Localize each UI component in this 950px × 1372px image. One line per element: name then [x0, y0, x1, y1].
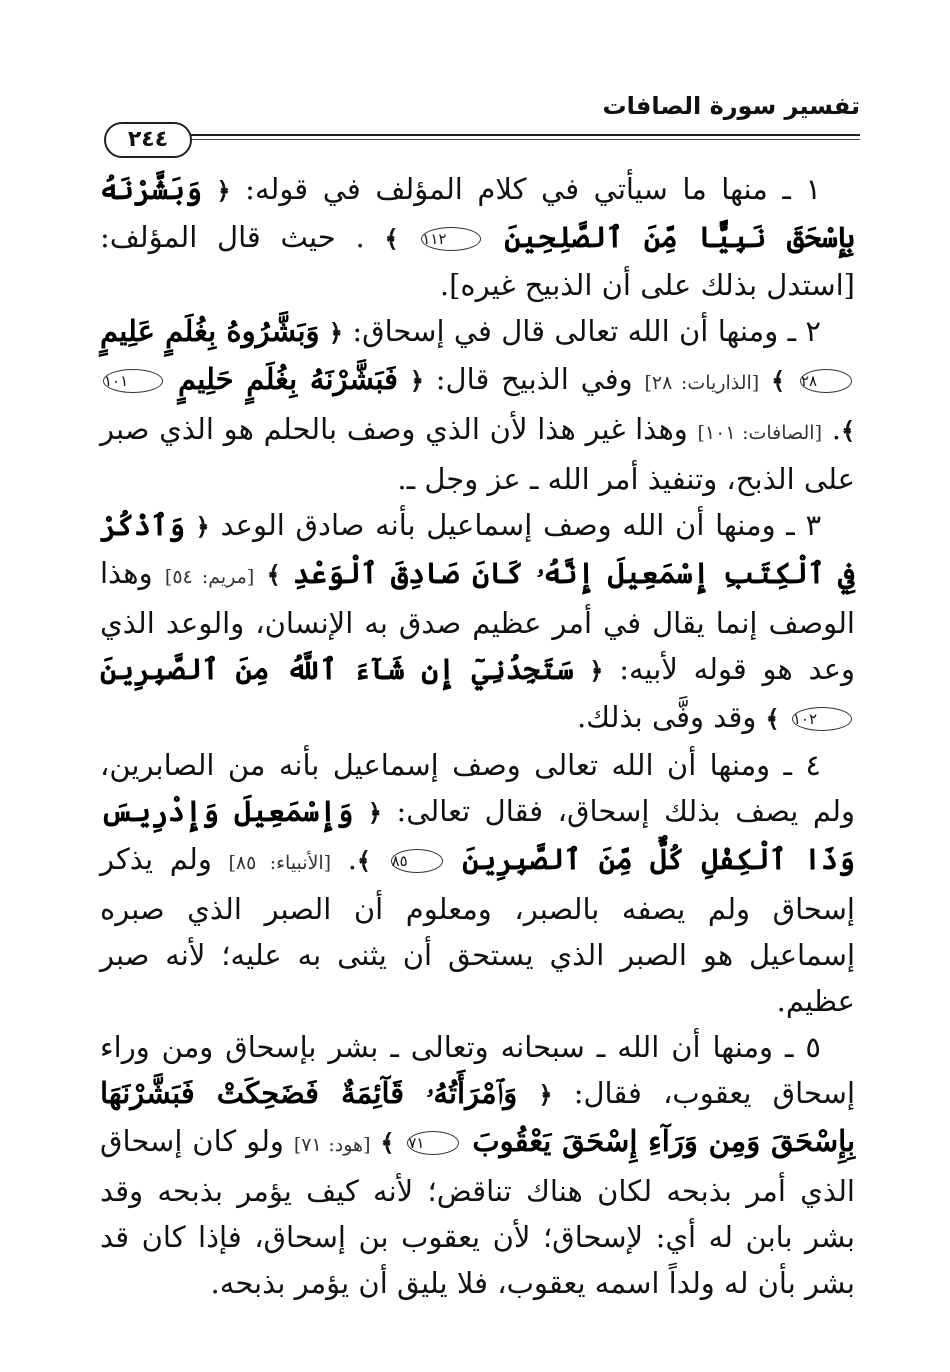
quran-verse: سَتَجِدُنِيٓ إِن شَآءَ ٱللَّهُ مِنَ ٱلصَّبِرِينَ: [100, 652, 574, 686]
quran-open-bracket: ﴿: [195, 512, 210, 541]
quran-verse: فَبَشَّرْنَهُ بِغُلَمٍ حَلِيمٍ: [178, 362, 399, 396]
quran-close-bracket: ﴾: [765, 704, 780, 733]
quran-verse: وَإِسْمَعِيلَ وَإِدْرِيسَ وَذَا ٱلْكِفْلِ كُلٌّ مِّنَ ٱلصَّبِرِينَ: [100, 794, 856, 876]
quran-close-bracket: ﴾: [356, 846, 371, 875]
text: ٥ ـ ومنها أن الله ـ سبحانه وتعالى ـ بشر بإسحاق ومن وراء إسحاق يعقوب، فقال:: [100, 1030, 856, 1110]
page-number: ٢٤٤: [104, 122, 192, 158]
running-title: تفسير سورة الصافات: [602, 92, 860, 120]
surah-reference: [مريم: ٥٤]: [164, 566, 255, 588]
quran-verse: وَٱمْرَأَتُهُۥ قَآئِمَةٌ فَضَحِكَتْ فَبَشَّرْنَهَا بِإِسْحَقَ وَمِن وَرَآءِ إِسْحَقَ يَعْقُوبَ: [100, 1076, 856, 1158]
paragraph-3: [100, 502, 855, 742]
quran-close-bracket: ﴾: [380, 1128, 395, 1157]
ayah-number: ١٠١: [103, 369, 163, 393]
text: وهذا غير هذا لأن الذي وصف بالحلم هو الذي صبر على الذبح، وتنفيذ أمر الله ـ عز وجل ـ.: [100, 412, 855, 496]
paragraph-4: ٤ ـ ومنها أن الله تعالى وصف إسماعيل بأنه من الصابرين، ولم يصف بذلك إسحاق، فقال تعالى: ﴿ وَإِسْمَعِيلَ وَإِدْرِيسَ وَذَا ٱلْكِفْلِ كُلٌّ مِّنَ ٱلصَّبِرِينَ ٨٥ ﴾. [الأنبياء: ٨٥] ولم يذكر إسحاق ولم يصفه بالصبر، ومعلوم أن الصبر الذي صبره إسماعيل هو الصبر الذي يستحق أن يثنى به عليه؛ لأنه صبر عظيم.: [100, 748, 856, 1018]
quran-close-bracket: ﴾: [840, 416, 856, 445]
paragraph-2: ٢ ـ ومنها أن الله تعالى قال في إسحاق: ﴿ وَبَشَّرُوهُ بِغُلَمٍ عَلِيمٍ ٢٨ ﴾ [الذاريات: ٢٨] وفي الذبيح قال: ﴿ فَبَشَّرْنَهُ بِغُلَمٍ حَلِيمٍ ١٠١ ﴾. [الصافات: ١٠١] وهذا غير هذا لأن الذي وصف بالحلم هو الذي صبر على الذبح، وتنفيذ أمر الله ـ عز وجل ـ.: [100, 314, 856, 496]
quran-verse: وَبَشَّرْنَهُ بِإِسْحَقَ نَبِيًّا مِّنَ ٱلصَّلِحِينَ: [100, 172, 856, 254]
ayah-number: ٨٥: [391, 849, 443, 873]
surah-reference: [الصافات: ١٠١]: [697, 422, 822, 444]
quran-open-bracket: ﴿: [216, 176, 231, 205]
text: ١ ـ منها ما سيأتي في كلام المؤلف في قوله:: [245, 172, 822, 206]
surah-reference: [الأنبياء: ٨٥]: [228, 852, 332, 874]
text: ٣ ـ ومنها أن الله وصف إسماعيل بأنه صادق الوعد: [220, 508, 822, 542]
text: ولم يذكر إسحاق ولم يصفه بالصبر، ومعلوم أن الصبر الذي صبره إسماعيل هو الصبر الذي يستحق أن يثنى به عليه؛ لأنه صبر عظيم.: [100, 842, 855, 1018]
text: وقد وفَّى بذلك.: [576, 700, 757, 734]
quran-close-bracket: ﴾: [771, 366, 786, 395]
paragraph-1: [100, 166, 855, 308]
quran-verse: وَبَشَّرُوهُ بِغُلَمٍ عَلِيمٍ: [100, 314, 320, 348]
quran-close-bracket: ﴾: [384, 224, 399, 253]
text: ٢ ـ ومنها أن الله تعالى قال في إسحاق:: [352, 314, 821, 348]
ayah-number: ٧١: [407, 1131, 459, 1155]
quran-open-bracket: ﴿: [589, 656, 604, 685]
ayah-number: ١٠٢: [792, 707, 852, 731]
text: ولو كان إسحاق الذي أمر بذبحه لكان هناك تناقض؛ لأنه كيف يؤمر بذبحه وقد بشر بابن له أي: لإسحاق؛ لأن يعقوب بن إسحاق، فإذا كان قد بشر بأن له ولداً اسمه يعقوب، فلا يليق أن يؤمر بذبحه.: [100, 1124, 855, 1300]
quran-open-bracket: ﴿: [367, 798, 382, 827]
header-rule: [190, 134, 860, 136]
page-header: [100, 92, 860, 152]
text: وفي الذبيح قال:: [435, 362, 633, 396]
paragraph-5: [100, 1024, 855, 1306]
text: . حيث قال المؤلف: [استدل بذلك على أن الذبيح غيره].: [100, 220, 855, 302]
surah-reference: [الذاريات: ٢٨]: [644, 372, 760, 394]
surah-reference: [هود: ٧١]: [293, 1134, 371, 1156]
body-text: [100, 166, 855, 1306]
quran-open-bracket: ﴿: [409, 366, 424, 395]
ayah-number: ٢٨: [800, 369, 852, 393]
quran-verse: وَٱذْكُرْ فِي ٱلْكِتَبِ إِسْمَعِيلَ إِنَّهُۥ كَانَ صَادِقَ ٱلْوَعْدِ: [100, 508, 856, 590]
quran-open-bracket: ﴿: [328, 318, 343, 347]
text: وهذا الوصف إنما يقال في أمر عظيم صدق به الإنسان، والوعد الذي وعد هو قوله لأبيه:: [100, 556, 855, 686]
quran-open-bracket: ﴿: [538, 1080, 553, 1109]
quran-close-bracket: ﴾: [266, 560, 281, 589]
header-rule-thin: [190, 139, 860, 140]
text: ٤ ـ ومنها أن الله تعالى وصف إسماعيل بأنه من الصابرين، ولم يصف بذلك إسحاق، فقال تعالى:: [100, 748, 855, 828]
ayah-number: ١١٢: [421, 227, 481, 251]
